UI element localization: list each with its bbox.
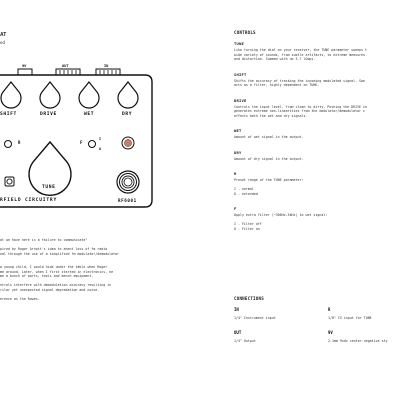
notes-line: me a bunch of parts, tools and bench equipment. (0, 274, 94, 278)
cv-jack[interactable] (5, 177, 14, 186)
notes-line: ntrols interfere with demodulation accuracy resulting in (0, 283, 112, 287)
connections-heading: CONNECTIONS (234, 296, 264, 301)
manual-title: AT (0, 32, 7, 38)
label-9v: 9V (22, 64, 27, 68)
notes-line: nal through the use of a simplified fm modulator/demodulator (0, 251, 120, 256)
label-tune: TUNE (42, 185, 56, 190)
control-desc-line: generates extreme non-linearities from the modulator/demodulator c (234, 109, 366, 113)
notes-line: rilar yet unexpected signal degradation and noise. (0, 287, 100, 292)
controls-heading: CONTROLS (234, 30, 256, 35)
control-desc-line: wide variety of sounds, from subtle artifacts, to extreme measures (234, 52, 366, 57)
label-switch-i: I (99, 137, 102, 141)
label-dry: DRY (122, 112, 133, 117)
control-name-drive: DRIVE (234, 97, 247, 103)
status-led (122, 137, 134, 149)
control-desc-line: Preset range of the TUNE parameter: (234, 178, 304, 182)
connection-name-out: OUT (234, 330, 242, 335)
label-shift: SHIFT (0, 112, 17, 117)
toggle-switch-r[interactable] (5, 141, 12, 148)
manual-subtitle: ed (0, 40, 6, 45)
control-name-f: F (234, 206, 237, 211)
notes-line: me around. Later, when I first started in electronics, he (0, 269, 114, 274)
toggle-switch-f[interactable] (89, 141, 96, 148)
control-name-dry: DRY (234, 149, 242, 155)
control-name-tune: TUNE (234, 41, 244, 46)
connection-desc-in: 1/4" Instrument input (234, 316, 276, 320)
control-desc-line: Controls the input level, from clean to dirty. Pushing the DRIVE co (234, 104, 367, 109)
connection-name-in: IN (234, 307, 239, 312)
notes-line: pired by Roger Arnott's idea to ahent loss of fm radio (0, 247, 108, 251)
control-desc-line: Shifts the accuracy of tracking the incoming modulated signal. Swe (234, 78, 366, 83)
connection-desc-9v: 2.1mm 9vdc center-negative sty (328, 339, 388, 343)
label-out: OUT (62, 64, 69, 68)
control-desc-line: Like turning the dial on your receiver, the TUNE parameter sweeps t (234, 48, 367, 52)
label-in: IN (104, 64, 109, 68)
top-jack-in (96, 69, 120, 75)
label-drive: DRIVE (40, 112, 57, 117)
control-name-wet: WET (234, 128, 242, 133)
connection-desc-r: 1/8" CV input for TUNE (328, 316, 372, 320)
footswitch[interactable] (117, 171, 139, 193)
label-switch-o: O (99, 147, 102, 151)
control-desc-line: O - extended (234, 191, 258, 196)
pedal-diagram (0, 60, 160, 210)
control-desc-line: effects both the wet and dry signals. (234, 113, 308, 118)
control-desc-line: Amount of dry signal in the output. (234, 156, 304, 161)
label-wet: WET (84, 112, 95, 117)
notes-line: at we have here is a failure to communicate" (0, 238, 88, 242)
label-switch-r: R (18, 140, 21, 145)
control-name-r: R (234, 171, 237, 176)
control-desc-line: and distortion. Summed with no 3.7 lOops. (234, 57, 316, 61)
controls-section (234, 30, 400, 231)
connections-section (234, 296, 400, 343)
connection-name-r: R (328, 307, 331, 312)
connection-desc-out: 1/4" Output (234, 339, 256, 343)
notes-line: a young child, I would hide under the table when Roger (0, 265, 108, 269)
model-number: RF6001 (118, 198, 137, 203)
notes-line: erence as the Rowes. (0, 296, 40, 301)
control-desc-line: acts as a filter, highly dependent on TUNE. (234, 83, 320, 87)
label-switch-f: F (80, 140, 83, 145)
top-jack-out (56, 69, 80, 75)
control-desc-line: I - Filter off (234, 222, 262, 226)
control-desc-line: I - normal (234, 187, 254, 191)
control-name-shift: SHIFT (234, 71, 247, 77)
control-desc-line: O - Filter on (234, 226, 260, 231)
top-jack-9v (18, 69, 32, 75)
brand-name: RFIELD CIRCUITRY (0, 198, 58, 203)
connection-name-9v: 9V (328, 330, 333, 335)
control-desc-line: Amount of wet signal in the output. (234, 135, 304, 139)
notes-block (0, 238, 119, 301)
control-desc-line: Apply extra filter (~300Hz-5kHz) to wet signal: (234, 213, 328, 217)
